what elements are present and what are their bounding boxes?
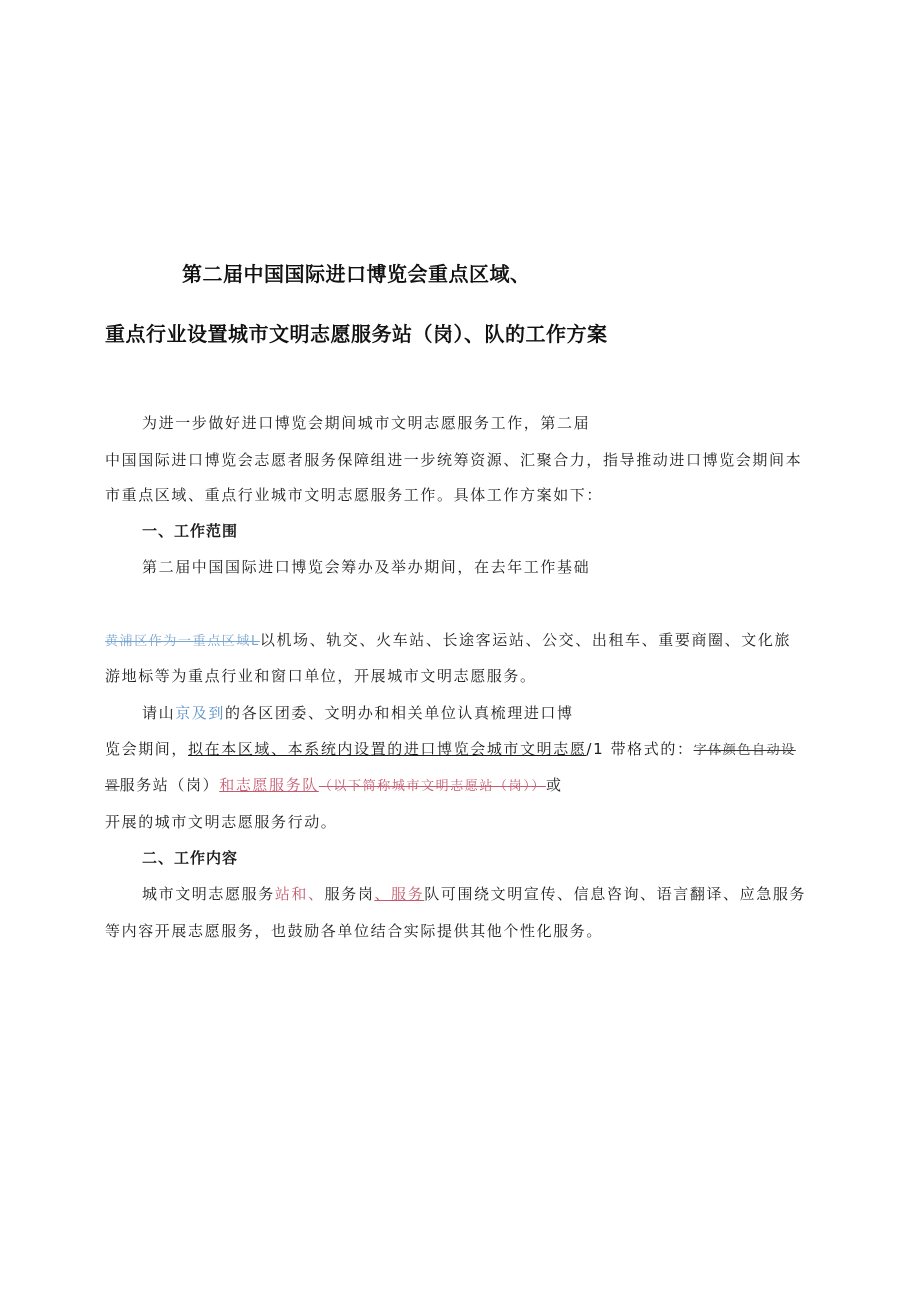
section-1-para-2-text: 以机场、轨交、火车站、长途客运站、公交、出租车、重要商圈、文化旅 xyxy=(259,631,792,649)
tracked-deletion: 黄浦区作为一重点区域L xyxy=(105,634,260,649)
tracked-insertion: 京及到 xyxy=(175,704,226,722)
section-1-para-6-text-b: 或 xyxy=(545,776,563,794)
intro-line-1: 为进一步做好进口博览会期间城市文明志愿服务工作，第二届 xyxy=(142,414,591,432)
section-1-para-5-text-a: 览会期间， xyxy=(105,740,189,758)
doc-title-line-1: 第二届中国国际进口博览会重点区域、 xyxy=(182,262,531,286)
section-2-para-1 xyxy=(142,884,806,904)
section-1-para-1: 第二届中国国际进口博览会筹办及举办期间，在去年工作基础 xyxy=(142,558,591,576)
doc-title-line-2: 重点行业设置城市文明志愿服务站（岗）、队的工作方案 xyxy=(105,322,608,346)
tracked-deletion-format: 字体颜色自动设 xyxy=(693,743,796,758)
section-2-para-1-text-a: 城市文明志愿服务 xyxy=(142,885,275,903)
section-1-para-5 xyxy=(105,739,796,761)
section-1-para-4 xyxy=(142,703,574,723)
section-1-para-4-text-b: 的各区团委、文明办和相关单位认真梳理进口博 xyxy=(225,704,574,722)
intro-line-2: 中国国际进口博览会志愿者服务保障组进一步统筹资源、汇聚合力，指导推动进口博览会期间本 xyxy=(105,451,803,469)
section-2-heading: 二、工作内容 xyxy=(142,849,239,867)
tracked-insertion-red: 和志愿服务队 xyxy=(219,776,319,794)
section-1-para-6-text-a: 服务站（岗） xyxy=(119,776,220,794)
section-1-heading: 一、工作范围 xyxy=(142,522,239,540)
section-1-para-6 xyxy=(105,775,563,797)
intro-line-3: 市重点区域、重点行业城市文明志愿服务工作。具体工作方案如下： xyxy=(105,486,604,504)
tracked-insertion-red-2: 、服务 xyxy=(374,885,425,903)
section-2-para-1-text-b: 服务岗 xyxy=(324,885,375,903)
format-change-note: /1 带格式的： xyxy=(586,740,694,758)
tracked-deletion-red: （以下简称城市文明志愿站（岗）） xyxy=(318,779,546,794)
tracked-insertion-red-1: 站和、 xyxy=(274,885,325,903)
section-1-para-2 xyxy=(105,630,791,652)
section-1-para-7: 开展的城市文明志愿服务行动。 xyxy=(105,813,338,831)
tracked-underline: 拟在本区域、本系统内设置的进口博览会城市文明志愿 xyxy=(188,740,587,758)
section-1-para-3: 游地标等为重点行业和窗口单位，开展城市文明志愿服务。 xyxy=(105,667,537,685)
section-1-para-4-text-a: 请山 xyxy=(142,704,176,722)
section-2-para-2: 等内容开展志愿服务，也鼓励各单位结合实际提供其他个性化服务。 xyxy=(105,922,604,940)
section-2-para-1-text-c: 队可围绕文明宣传、信息咨询、语言翻译、应急服务 xyxy=(424,885,807,903)
tracked-deletion-format-end: 置 xyxy=(105,779,120,794)
